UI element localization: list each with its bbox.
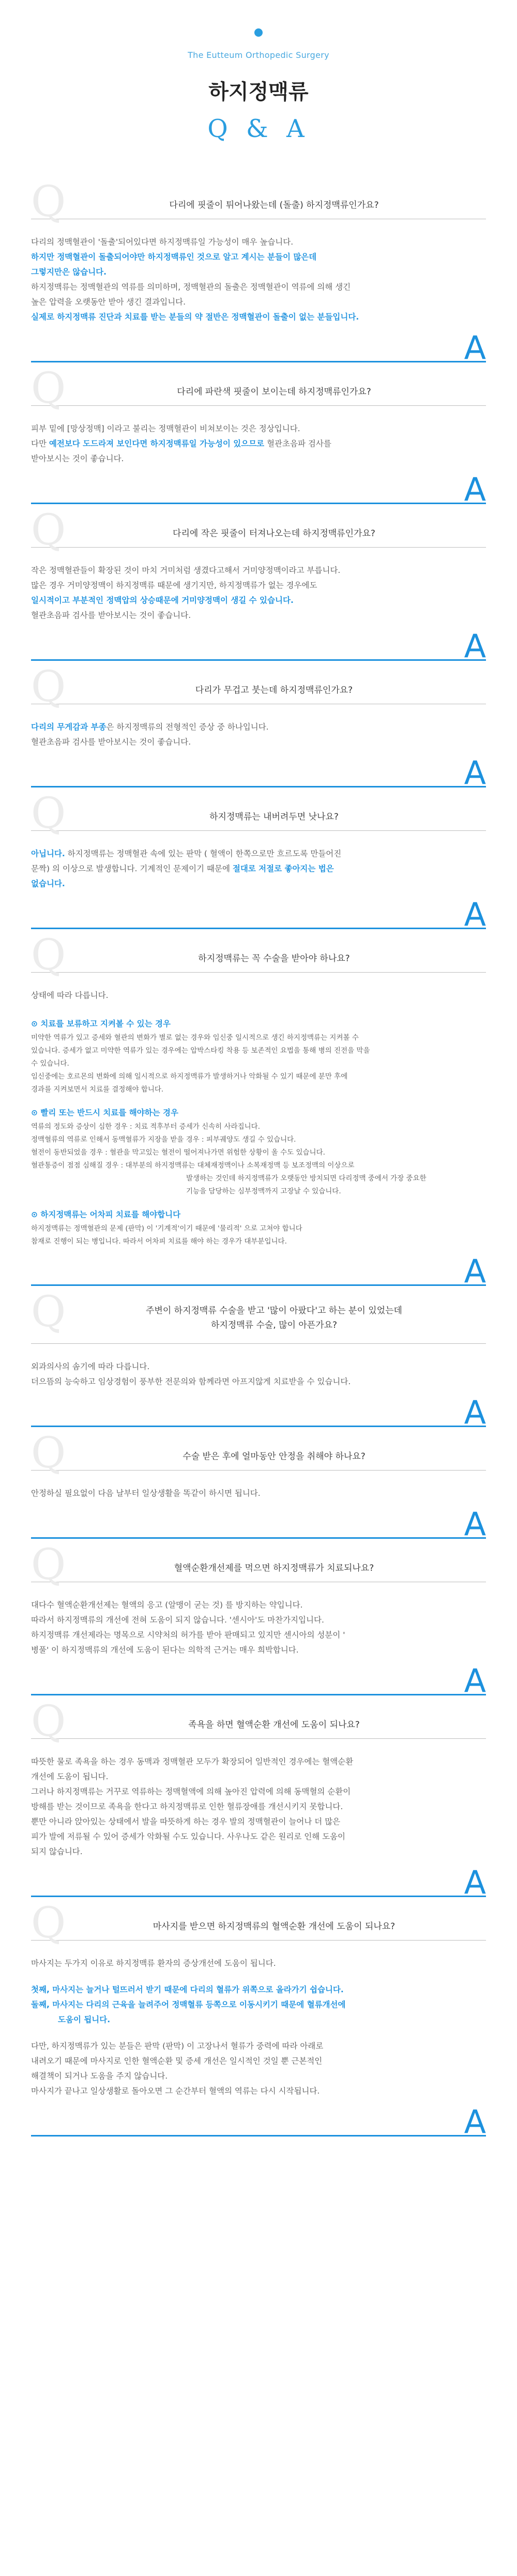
answer-text: 뿐만 아니라 앉아있는 상태에서 발을 따뜻하게 하는 경우 발의 정맥혈관이 늘어나 더 많은 — [31, 1817, 341, 1826]
section-body — [31, 1120, 476, 1172]
answer-line — [31, 1784, 439, 1799]
qa-heading: Q & A — [207, 114, 310, 143]
answer-text: 피가 발에 저류될 수 있어 증세가 악화될 수도 있습니다. 사우나도 같은 원리로 인해 도움이 — [31, 1832, 346, 1841]
question-bar — [31, 931, 486, 980]
answer-body — [31, 1471, 486, 1501]
answer-marker — [31, 1662, 486, 1700]
answer-line — [31, 250, 439, 265]
answer-line — [31, 265, 439, 280]
answer-text: 은 하지정맥류의 전형적인 증상 중 하나입니다. — [106, 722, 269, 732]
answer-line — [31, 608, 439, 623]
section-body — [31, 1222, 476, 1248]
section-title: ⊙ 빨리 또는 반드시 치료를 해야하는 경우 — [31, 1108, 178, 1117]
question-text: 하지정맥류는 내버려두면 낫나요? — [209, 812, 339, 822]
hospital-name: The Eutteum Orthopedic Surgery — [188, 50, 329, 60]
answer-line: 발생하는 것인데 하지정맥류가 오랫동안 방치되면 다리정맥 중에서 가장 중요한 — [186, 1174, 427, 1183]
answer-marker — [31, 471, 486, 508]
a-letter: A — [464, 1863, 486, 1901]
question-text: 다리에 파란색 핏줄이 보이는데 하지정맥류인가요? — [177, 387, 371, 397]
a-letter: A — [464, 2103, 486, 2141]
answer-marker — [31, 1252, 486, 1290]
answer-text: 하지정맥류는 정맥혈관 속에 있는 판막 ( 혈액이 한쪽으로만 흐르도록 만들어진 — [65, 849, 342, 858]
answer-body — [31, 1582, 486, 1658]
answer-line — [31, 578, 439, 593]
answer-text: 되지 않습니다. — [31, 1847, 83, 1856]
answer-line — [31, 1486, 439, 1501]
answer-body — [31, 973, 486, 1248]
answer-text: 방해를 받는 것이므로 족욕을 한다고 하지정맥류로 인한 혈류장애를 개선시키지 못합니다. — [31, 1802, 343, 1811]
answer-body — [31, 406, 486, 466]
highlight-text: 아닙니다. — [31, 849, 65, 858]
answer-text: 문짝) 의 이상으로 발생합니다. 기계적인 문제이기 때문에 — [31, 864, 233, 873]
answer-line — [31, 876, 439, 891]
a-letter: A — [464, 1252, 486, 1290]
a-letter: A — [464, 471, 486, 508]
qa-item-massage — [31, 1897, 486, 2141]
answer-body — [31, 1344, 486, 1389]
answer-line: 혈관통증이 점점 심해질 경우 : 대부분의 하지정맥류는 대체재정맥이나 소복재정맥 등 보조정맥의 이상으로 — [31, 1161, 355, 1170]
answer-line: 하지정맥류는 정맥혈관의 문제 (판막) 이 '기계적'이기 때문에 '물리적' 으로 고쳐야 합니다 — [31, 1224, 302, 1233]
answer-line — [31, 1799, 439, 1814]
question-bar — [31, 662, 486, 711]
a-letter: A — [464, 896, 486, 933]
question-text: 마사지를 받으면 하지정맥류의 혈액순환 개선에 도움이 되나요? — [153, 1921, 396, 1932]
answer-line: 내려오기 때문에 마사지로 인한 혈액순환 및 증세 개선은 일시적인 것일 뿐 근본적인 — [31, 2056, 323, 2066]
answer-text: 높은 압력을 오랫동안 받아 생긴 결과입니다. — [31, 297, 186, 307]
qa-item — [31, 1539, 486, 1700]
answer-line — [31, 295, 439, 310]
answer-line — [31, 563, 439, 578]
answer-text: 하지정맥류는 정맥혈관의 역류를 의미하며, 정맥혈관의 돌출은 정맥혈관이 역류에 의해 생긴 — [31, 282, 351, 292]
section-body — [31, 1032, 476, 1096]
highlight-text: 실제로 하지정맥류 진단과 치료를 받는 분들의 약 절반은 정맥혈관이 돌출이 없는 분들입니다. — [31, 312, 359, 322]
question-bar — [31, 1540, 486, 1589]
q-letter: Q — [31, 1697, 66, 1746]
answer-text: 다만 — [31, 439, 49, 448]
page-title: 하지정맥류 — [208, 80, 309, 104]
highlight-text: 없습니다. — [31, 879, 65, 888]
answer-line — [31, 421, 439, 436]
answer-line: 해결책이 되거나 도움을 주지 않습니다. — [31, 2071, 168, 2081]
a-letter: A — [464, 1662, 486, 1700]
qa-item — [31, 1427, 486, 1543]
answer-body — [31, 1941, 486, 2099]
question-bar — [31, 1287, 486, 1344]
a-letter: A — [464, 1393, 486, 1431]
answer-line — [31, 235, 439, 250]
q-letter: Q — [31, 177, 66, 226]
q-letter: Q — [31, 364, 66, 413]
question-line: 주변이 하지정맥류 수술을 받고 '많이 아팠다'고 하는 분이 있었는데 — [146, 1306, 402, 1316]
answer-text: 따라서 하지정맥류의 개선에 전혀 도움이 되지 않습니다. '센시아'도 마찬가지입니다. — [31, 1615, 324, 1625]
answer-text: 하지정맥류 개선제라는 명목으로 시약처의 허가를 받아 판매되고 있지만 센시아의 성분이 ' — [31, 1630, 345, 1640]
answer-text: 따뜻한 물로 족욕을 하는 경우 동맥과 정맥혈관 모두가 확장되어 일반적인 경우에는 혈액순환 — [31, 1757, 354, 1766]
q-letter: Q — [31, 931, 66, 980]
answer-text: 피부 밑에 [망상정맥] 이라고 불리는 정맥혈관이 비쳐보이는 것은 정상입니다. — [31, 424, 300, 433]
answer-line: 도움이 됩니다. — [58, 2015, 111, 2024]
question-text: 하지정맥류는 꼭 수술을 받아야 하나요? — [198, 953, 350, 964]
answer-marker — [31, 627, 486, 665]
answer-line — [31, 1829, 439, 1844]
answer-text: 많은 경우 거미양정맥이 하지정맥류 때문에 생기지만, 하지정맥류가 없는 경우에도 — [31, 581, 317, 590]
answer-line: 있습니다. 증세가 없고 미약한 역류가 있는 경우에는 압박스타킹 착용 등 보존적인 요법을 통해 병의 진전을 막을 — [31, 1047, 370, 1055]
answer-text: 받아보시는 것이 좋습니다. — [31, 454, 124, 463]
question-bar — [31, 506, 486, 555]
answer-text: 병풀' 이 하지정맥류의 개선에 도움이 된다는 의학적 근거는 매우 희박합니다. — [31, 1645, 299, 1655]
answer-body — [31, 219, 486, 325]
answer-text: 다리의 정맥혈관이 '돌출'되어있다면 하지정맥류일 가능성이 매우 높습니다. — [31, 237, 294, 247]
q-letter: Q — [31, 662, 66, 711]
question-text — [62, 1304, 486, 1332]
answer-line: 정맥혈류의 역류로 인해서 동맥혈류가 지장을 받을 경우 : 피부궤양도 생길 수 있습니다. — [31, 1135, 296, 1144]
answer-line: 경과를 지켜보면서 치료를 결정해야 합니다. — [31, 1085, 164, 1094]
answer-text: 혈관초음파 검사를 — [264, 439, 331, 448]
answer-line: 혈전이 동반되었을 경우 : 혈관을 막고있는 혈전이 떨어져나가면 위험한 상황이 올 수도 있습니다. — [31, 1148, 325, 1157]
highlight-text: 그렇지만은 않습니다. — [31, 267, 107, 277]
answer-line: 마사지가 끝나고 일상생활로 돌아오면 그 순간부터 혈액의 역류는 다시 시작됩니다. — [31, 2086, 320, 2096]
qa-item — [31, 176, 486, 367]
answer-line: 임신중에는 호르몬의 변화에 의해 일시적으로 하지정맥류가 발생하거나 악화될 수 있기 때문에 분만 후에 — [31, 1072, 348, 1081]
answer-marker — [31, 754, 486, 792]
answer-line — [31, 846, 439, 861]
a-letter: A — [464, 329, 486, 367]
answer-marker — [31, 896, 486, 933]
answer-line — [31, 436, 439, 451]
answer-line — [31, 1598, 439, 1613]
answer-body — [31, 704, 486, 750]
question-bar — [31, 1899, 486, 1948]
q-letter: Q — [31, 506, 66, 555]
question-bar — [31, 177, 486, 226]
question-text: 다리에 작은 핏줄이 터져나오는데 하지정맥류인가요? — [173, 528, 375, 539]
a-letter: A — [464, 754, 486, 792]
answer-line: 역류의 정도와 증상이 심한 경우 : 치료 적후부터 증세가 신속히 사라집니다. — [31, 1123, 260, 1131]
a-letter: A — [464, 1505, 486, 1543]
answer-line: 둘째, 마사지는 다리의 근육을 늘려주어 정맥혈류 등쪽으로 이동시키기 때문에 혈류개선에 — [31, 2000, 346, 2009]
section-body-indent — [31, 1172, 476, 1198]
answer-marker — [31, 1505, 486, 1543]
answer-line — [31, 593, 439, 608]
tail-block — [31, 2039, 439, 2099]
answer-body — [31, 548, 486, 623]
answer-text: 대다수 혈액순환개선제는 혈액의 응고 (알맹이 굳는 것) 를 방지하는 약입니다. — [31, 1600, 303, 1610]
answer-line: 기능을 담당하는 심부정맥까지 고장날 수 있습니다. — [186, 1187, 341, 1195]
answer-text: 작은 정맥혈관들이 확장된 것이 마치 거미처럼 생겼다고해서 거미양정맥이라고 부릅니다. — [31, 566, 341, 575]
q-letter: Q — [31, 1429, 66, 1478]
section-title: ⊙ 하지정맥류는 어차피 치료를 해야합니다 — [31, 1210, 181, 1219]
qa-item — [31, 362, 486, 508]
answer-intro: 상태에 따라 다릅니다. — [31, 991, 109, 1000]
answer-line: 수 있습니다. — [31, 1059, 69, 1068]
question-bar — [31, 789, 486, 838]
qa-item — [31, 1695, 486, 1901]
q-letter: Q — [31, 1899, 66, 1948]
qa-item-surgery — [31, 929, 486, 1290]
qa-item — [31, 504, 486, 665]
question-text: 다리에 핏줄이 튀어나왔는데 (돌출) 하지정맥류인가요? — [169, 200, 379, 210]
answer-line — [31, 861, 439, 876]
answer-line — [31, 310, 439, 325]
answer-line — [31, 735, 439, 750]
answer-line: 다만, 하지정맥류가 있는 분들은 판막 (판막) 이 고장나서 혈류가 중력에 따라 아래로 — [31, 2041, 324, 2051]
a-letter: A — [464, 627, 486, 665]
question-bar — [31, 364, 486, 413]
hero — [0, 0, 517, 176]
question-bar — [31, 1429, 486, 1478]
answer-divider — [31, 2135, 486, 2136]
answer-line: 외과의사의 솜기에 따라 다릅니다. — [31, 1362, 150, 1371]
highlight-block — [31, 1982, 439, 2027]
answer-line — [31, 451, 439, 466]
q-letter: Q — [31, 789, 66, 838]
answer-marker — [31, 1863, 486, 1901]
answer-line — [31, 720, 439, 735]
question-text: 족욕을 하면 혈액순환 개선에 도움이 되나요? — [188, 1720, 360, 1730]
answer-body — [31, 831, 486, 891]
answer-line — [31, 280, 439, 295]
answer-line: 첫째, 마사지는 늘거나 털뜨러서 받기 때문에 다리의 혈류가 위쪽으로 올라가기 쉽습니다. — [31, 1985, 344, 1994]
highlight-text: 다리의 무게감과 부종 — [31, 722, 107, 732]
accent-dot — [254, 28, 263, 37]
highlight-text: 일시적이고 부분적인 정맥압의 상승때문에 거미양정맥이 생길 수 있습니다. — [31, 596, 294, 605]
answer-line — [31, 1613, 439, 1628]
answer-text: 개선에 도움이 됩니다. — [31, 1772, 109, 1781]
answer-marker — [31, 1393, 486, 1431]
question-text: 다리가 무겁고 붓는데 하지정맥류인가요? — [195, 685, 353, 695]
highlight-text: 하지만 정맥혈관이 돌출되어야만 하지정맥류인 것으로 알고 계시는 분들이 많은데 — [31, 252, 317, 262]
q-letter: Q — [31, 1287, 66, 1337]
answer-line — [31, 1628, 439, 1643]
highlight-text: 절대로 저절로 좋아지는 법은 — [232, 864, 334, 873]
answer-line: 미약한 역류가 있고 증세와 혈관의 변화가 별로 없는 경우와 임신중 일시적으로 생긴 하지정맥류는 지켜볼 수 — [31, 1034, 359, 1042]
answer-line: 더으뜸의 능숙하고 임상경험이 풍부한 전문의와 함께라면 아프지않게 치료받을 수 있습니다. — [31, 1377, 351, 1386]
answer-intro: 마사지는 두가지 이유로 하지정맥류 환자의 증상개선에 도움이 됩니다. — [31, 1959, 276, 1968]
answer-text: 혈관초음파 검사를 받아보시는 것이 좋습니다. — [31, 737, 191, 747]
question-line: 하지정맥류 수술, 많이 아픈가요? — [210, 1320, 338, 1330]
qa-item-pain — [31, 1286, 486, 1431]
answer-text: 안정하실 필요없이 다음 날부터 일상생활을 똑같이 하시면 됩니다. — [31, 1489, 261, 1498]
answer-line — [31, 1643, 439, 1658]
answer-line — [31, 1844, 439, 1859]
qa-list — [0, 176, 517, 933]
answer-text: 혈관초음파 검사를 받아보시는 것이 좋습니다. — [31, 611, 191, 620]
answer-body — [31, 1739, 486, 1859]
question-text: 혈액순환개선제를 먹으면 하지정맥류가 치료되나요? — [174, 1563, 374, 1573]
qa-list — [0, 1427, 517, 1901]
qa-item — [31, 661, 486, 792]
question-text: 수술 받은 후에 얼마동안 안정을 취해야 하나요? — [183, 1451, 366, 1462]
qa-item — [31, 787, 486, 933]
question-bar — [31, 1697, 486, 1746]
answer-marker — [31, 2103, 486, 2141]
q-letter: Q — [31, 1540, 66, 1589]
highlight-text: 예전보다 도드라져 보인다면 하지정맥류일 가능성이 있으므로 — [49, 439, 265, 448]
answer-line: 참재로 진행이 되는 병입니다. 따라서 어차피 치료를 해야 하는 경우가 대부분입니다. — [31, 1237, 287, 1246]
answer-line — [31, 1769, 439, 1784]
answer-line — [31, 1814, 439, 1829]
section-title: ⊙ 치료를 보류하고 지켜볼 수 있는 경우 — [31, 1019, 171, 1028]
answer-line — [31, 1754, 439, 1769]
answer-text: 그러나 하지정맥류는 거꾸로 역류하는 정맥혈액에 의해 높아진 압력에 의해 동맥혈의 순환이 — [31, 1787, 351, 1796]
answer-marker — [31, 329, 486, 367]
